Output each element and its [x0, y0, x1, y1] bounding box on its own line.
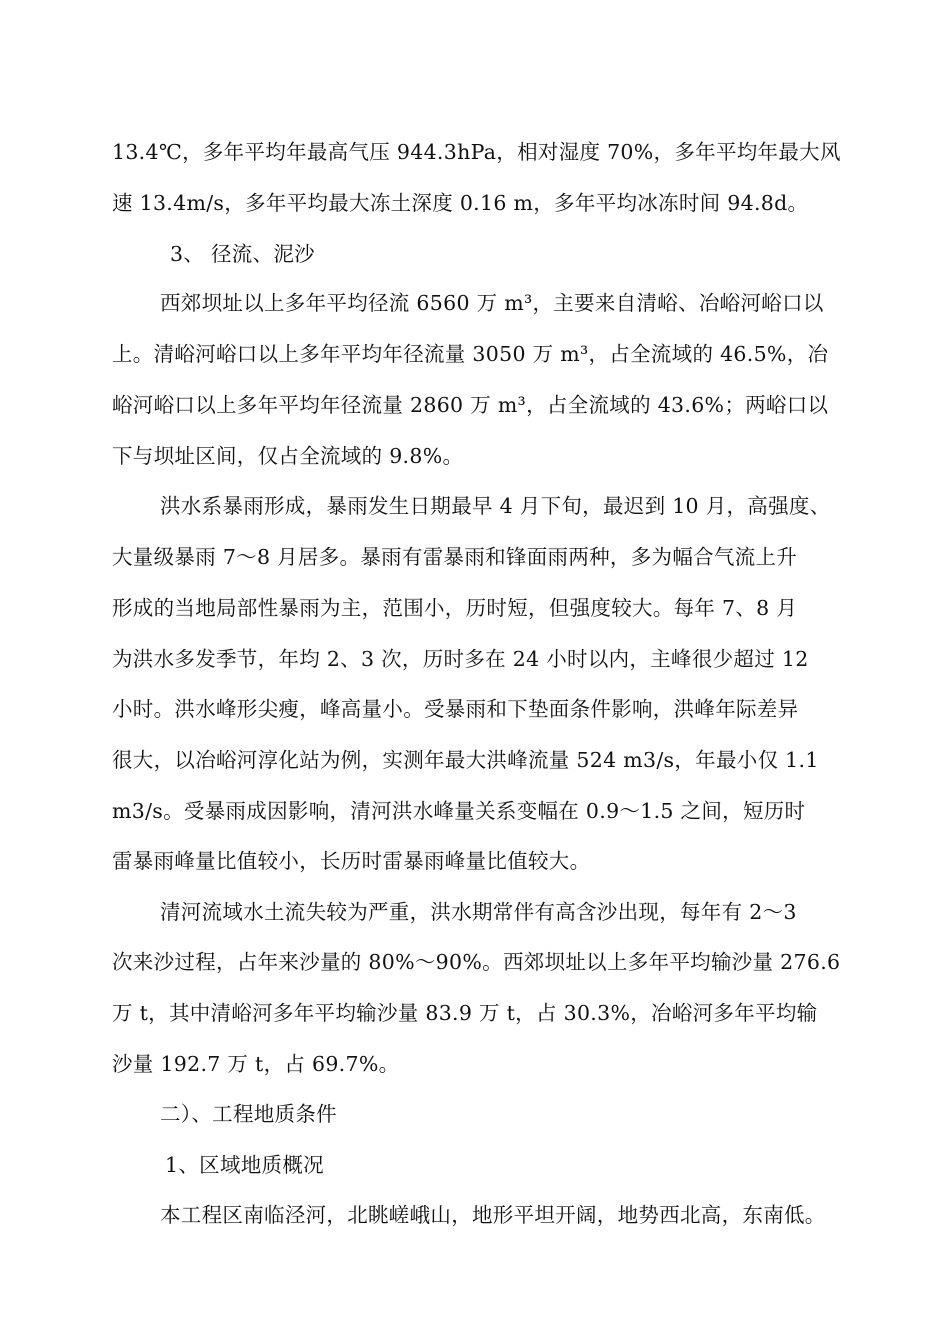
text-line: 上。清峪河峪口以上多年平均年径流量 3050 万 m³，占全流域的 46.5%，冶 — [112, 342, 829, 366]
section-heading: 3、 径流、泥沙 — [170, 242, 315, 266]
text-line: 13.4℃，多年平均年最高气压 944.3hPa，相对湿度 70%，多年平均年最大风 — [112, 140, 841, 164]
text-line: 小时。洪水峰形尖瘦，峰高量小。受暴雨和下垫面条件影响，洪峰年际差异 — [112, 697, 799, 721]
text-line: 下与坝址区间，仅占全流域的 9.8%。 — [112, 444, 464, 468]
text-line: 峪河峪口以上多年平均年径流量 2860 万 m³，占全流域的 43.6%；两峪口以 — [112, 393, 829, 417]
text-line: 次来沙过程，占年来沙量的 80%～90%。西郊坝址以上多年平均输沙量 276.6 — [112, 950, 841, 974]
text-line: 形成的当地局部性暴雨为主，范围小，历时短，但强度较大。每年 7、8 月 — [112, 596, 798, 620]
paragraph-start: 洪水系暴雨形成，暴雨发生日期最早 4 月下旬，最迟到 10 月，高强度、 — [160, 494, 831, 518]
paragraph-start: 清河流域水土流失较为严重，洪水期常伴有高含沙出现，每年有 2～3 — [160, 900, 797, 924]
subsection-heading: 1、区域地质概况 — [165, 1153, 324, 1177]
paragraph-start: 西郊坝址以上多年平均径流 6560 万 m³，主要来自清峪、冶峪河峪口以 — [160, 291, 824, 315]
text-line: 万 t，其中清峪河多年平均输沙量 83.9 万 t，占 30.3%，冶峪河多年平均输 — [112, 1001, 818, 1025]
text-line: 大量级暴雨 7～8 月居多。暴雨有雷暴雨和锋面雨两种，多为幅合气流上升 — [112, 545, 798, 569]
text-line: 沙量 192.7 万 t，占 69.7%。 — [112, 1052, 400, 1076]
paragraph-start: 本工程区南临泾河，北眺嵯峨山，地形平坦开阔，地势西北高，东南低。 — [160, 1203, 826, 1227]
section-heading: 二）、工程地质条件 — [160, 1102, 337, 1126]
text-line: 雷暴雨峰量比值较小，长历时雷暴雨峰量比值较大。 — [112, 849, 591, 873]
text-line: 为洪水多发季节，年均 2、3 次，历时多在 24 小时以内，主峰很少超过 12 — [112, 647, 809, 671]
text-line: 速 13.4m/s，多年平均最大冻土深度 0.16 m，多年平均冰冻时间 94.8d。 — [112, 191, 809, 215]
text-line: m3/s。受暴雨成因影响，清河洪水峰量关系变幅在 0.9～1.5 之间，短历时 — [112, 799, 806, 823]
text-line: 很大，以冶峪河淳化站为例，实测年最大洪峰流量 524 m3/s，年最小仅 1.1 — [112, 748, 819, 772]
